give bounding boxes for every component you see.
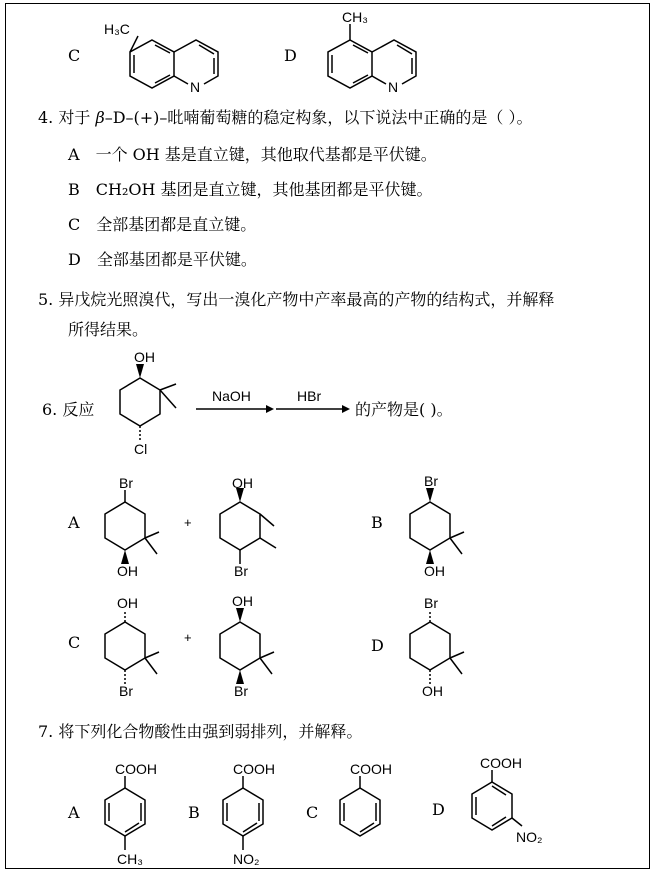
q3-c-nitrogen-label: N (190, 79, 201, 95)
q6-reagent-hbr: HBr (297, 388, 322, 404)
q6-d-br: Br (424, 595, 438, 611)
q4-option-d (68, 250, 257, 270)
q7-c-cooh: COOH (350, 761, 392, 777)
q6-option-c-product-2 (210, 593, 290, 699)
q7-option-a-structure (95, 758, 175, 870)
q4-stem-beta: β (95, 108, 105, 127)
q4-option-c (68, 215, 256, 235)
q6-option-b-label: B (371, 513, 383, 532)
q6-option-c-product-1 (95, 595, 175, 699)
q6-option-d-product (400, 595, 480, 699)
q6-d-oh: OH (422, 683, 443, 699)
q4-stem-suffix: –D–(+)–吡喃葡萄糖的稳定构象，以下说法中正确的是（ ）。 (104, 108, 533, 127)
q6-stem-number: 6. 反应 (42, 400, 95, 419)
q6-arrow-2 (276, 402, 352, 416)
q3-d-nitrogen-label: N (388, 79, 399, 95)
q7-a-cooh: COOH (115, 761, 157, 777)
q4-option-b (68, 180, 433, 200)
q6-option-a-product-1 (95, 475, 175, 579)
q3-option-d-label: D (284, 46, 297, 65)
q4-option-d-label: D (68, 250, 81, 269)
q6-option-c-label: C (68, 633, 81, 652)
q4-stem-prefix: 4. 对于 (38, 108, 96, 127)
q7-option-b-structure (213, 758, 293, 870)
q4-option-b-label: B (68, 180, 80, 199)
q7-option-c-label: C (306, 803, 319, 822)
q6-c2-br: Br (234, 683, 248, 699)
q6-b-br: Br (424, 473, 438, 489)
q7-option-b-label: B (188, 803, 200, 822)
q4-option-a-label: A (68, 145, 80, 164)
q6-a1-oh: OH (117, 563, 138, 579)
q3-option-c-label: C (68, 46, 81, 65)
q6-option-d-label: D (371, 636, 384, 655)
q4-option-b-text: CH₂OH 基团是直立键，其他基团都是平伏键。 (95, 180, 433, 199)
q3-c-methyl-label: H₃C (104, 21, 130, 37)
q4-option-c-text: 全部基团都是直立键。 (96, 215, 257, 234)
q3-option-c-structure (100, 18, 230, 95)
q4-option-a (68, 145, 437, 165)
q6-option-b-product (400, 473, 480, 579)
q6-a1-br: Br (119, 475, 133, 491)
q6-option-a-plus: + (184, 515, 192, 530)
q6-a2-br: Br (234, 563, 248, 579)
q6-c1-br: Br (119, 683, 133, 699)
q4-stem (38, 108, 533, 128)
q3-option-d-structure (318, 9, 428, 95)
q7-option-a-label: A (68, 803, 80, 822)
q6-reagent-naoh: NaOH (212, 388, 251, 404)
q6-option-c-plus: + (184, 630, 192, 645)
q7-b-cooh: COOH (233, 761, 275, 777)
q7-option-c-structure (330, 758, 410, 858)
q7-option-d-structure (462, 752, 572, 864)
q4-option-a-text: 一个 OH 基是直立键，其他取代基都是平伏键。 (95, 145, 437, 164)
q7-stem: 7. 将下列化合物酸性由强到弱排列，并解释。 (38, 722, 363, 741)
q3-d-methyl-label: CH₃ (342, 9, 368, 25)
q6-a2-oh: OH (232, 475, 253, 491)
q7-d-no2: NO₂ (516, 829, 543, 845)
q6-reactant-structure (110, 350, 190, 460)
q7-b-no2: NO₂ (233, 851, 260, 867)
q6-option-a-product-2 (210, 475, 290, 579)
q4-option-d-text: 全部基团都是平伏键。 (96, 250, 257, 269)
q7-d-cooh: COOH (480, 755, 522, 771)
q6-arrow-1 (196, 402, 276, 416)
q6-reactant-oh: OH (134, 349, 155, 365)
q4-option-c-label: C (68, 215, 81, 234)
q7-option-d-label: D (432, 800, 445, 819)
q6-b-oh: OH (424, 563, 445, 579)
q6-stem-end: 的产物是( )。 (355, 400, 453, 419)
q5-line-2: 所得结果。 (68, 320, 149, 339)
q6-reactant-cl: Cl (134, 441, 148, 457)
q7-a-ch3: CH₃ (117, 851, 143, 867)
q6-option-a-label: A (68, 513, 80, 532)
q5-line-1: 5. 异戊烷光照溴代，写出一溴化产物中产率最高的产物的结构式，并解释 (38, 290, 555, 309)
q6-c1-oh: OH (117, 595, 138, 611)
q6-c2-oh: OH (232, 593, 253, 609)
